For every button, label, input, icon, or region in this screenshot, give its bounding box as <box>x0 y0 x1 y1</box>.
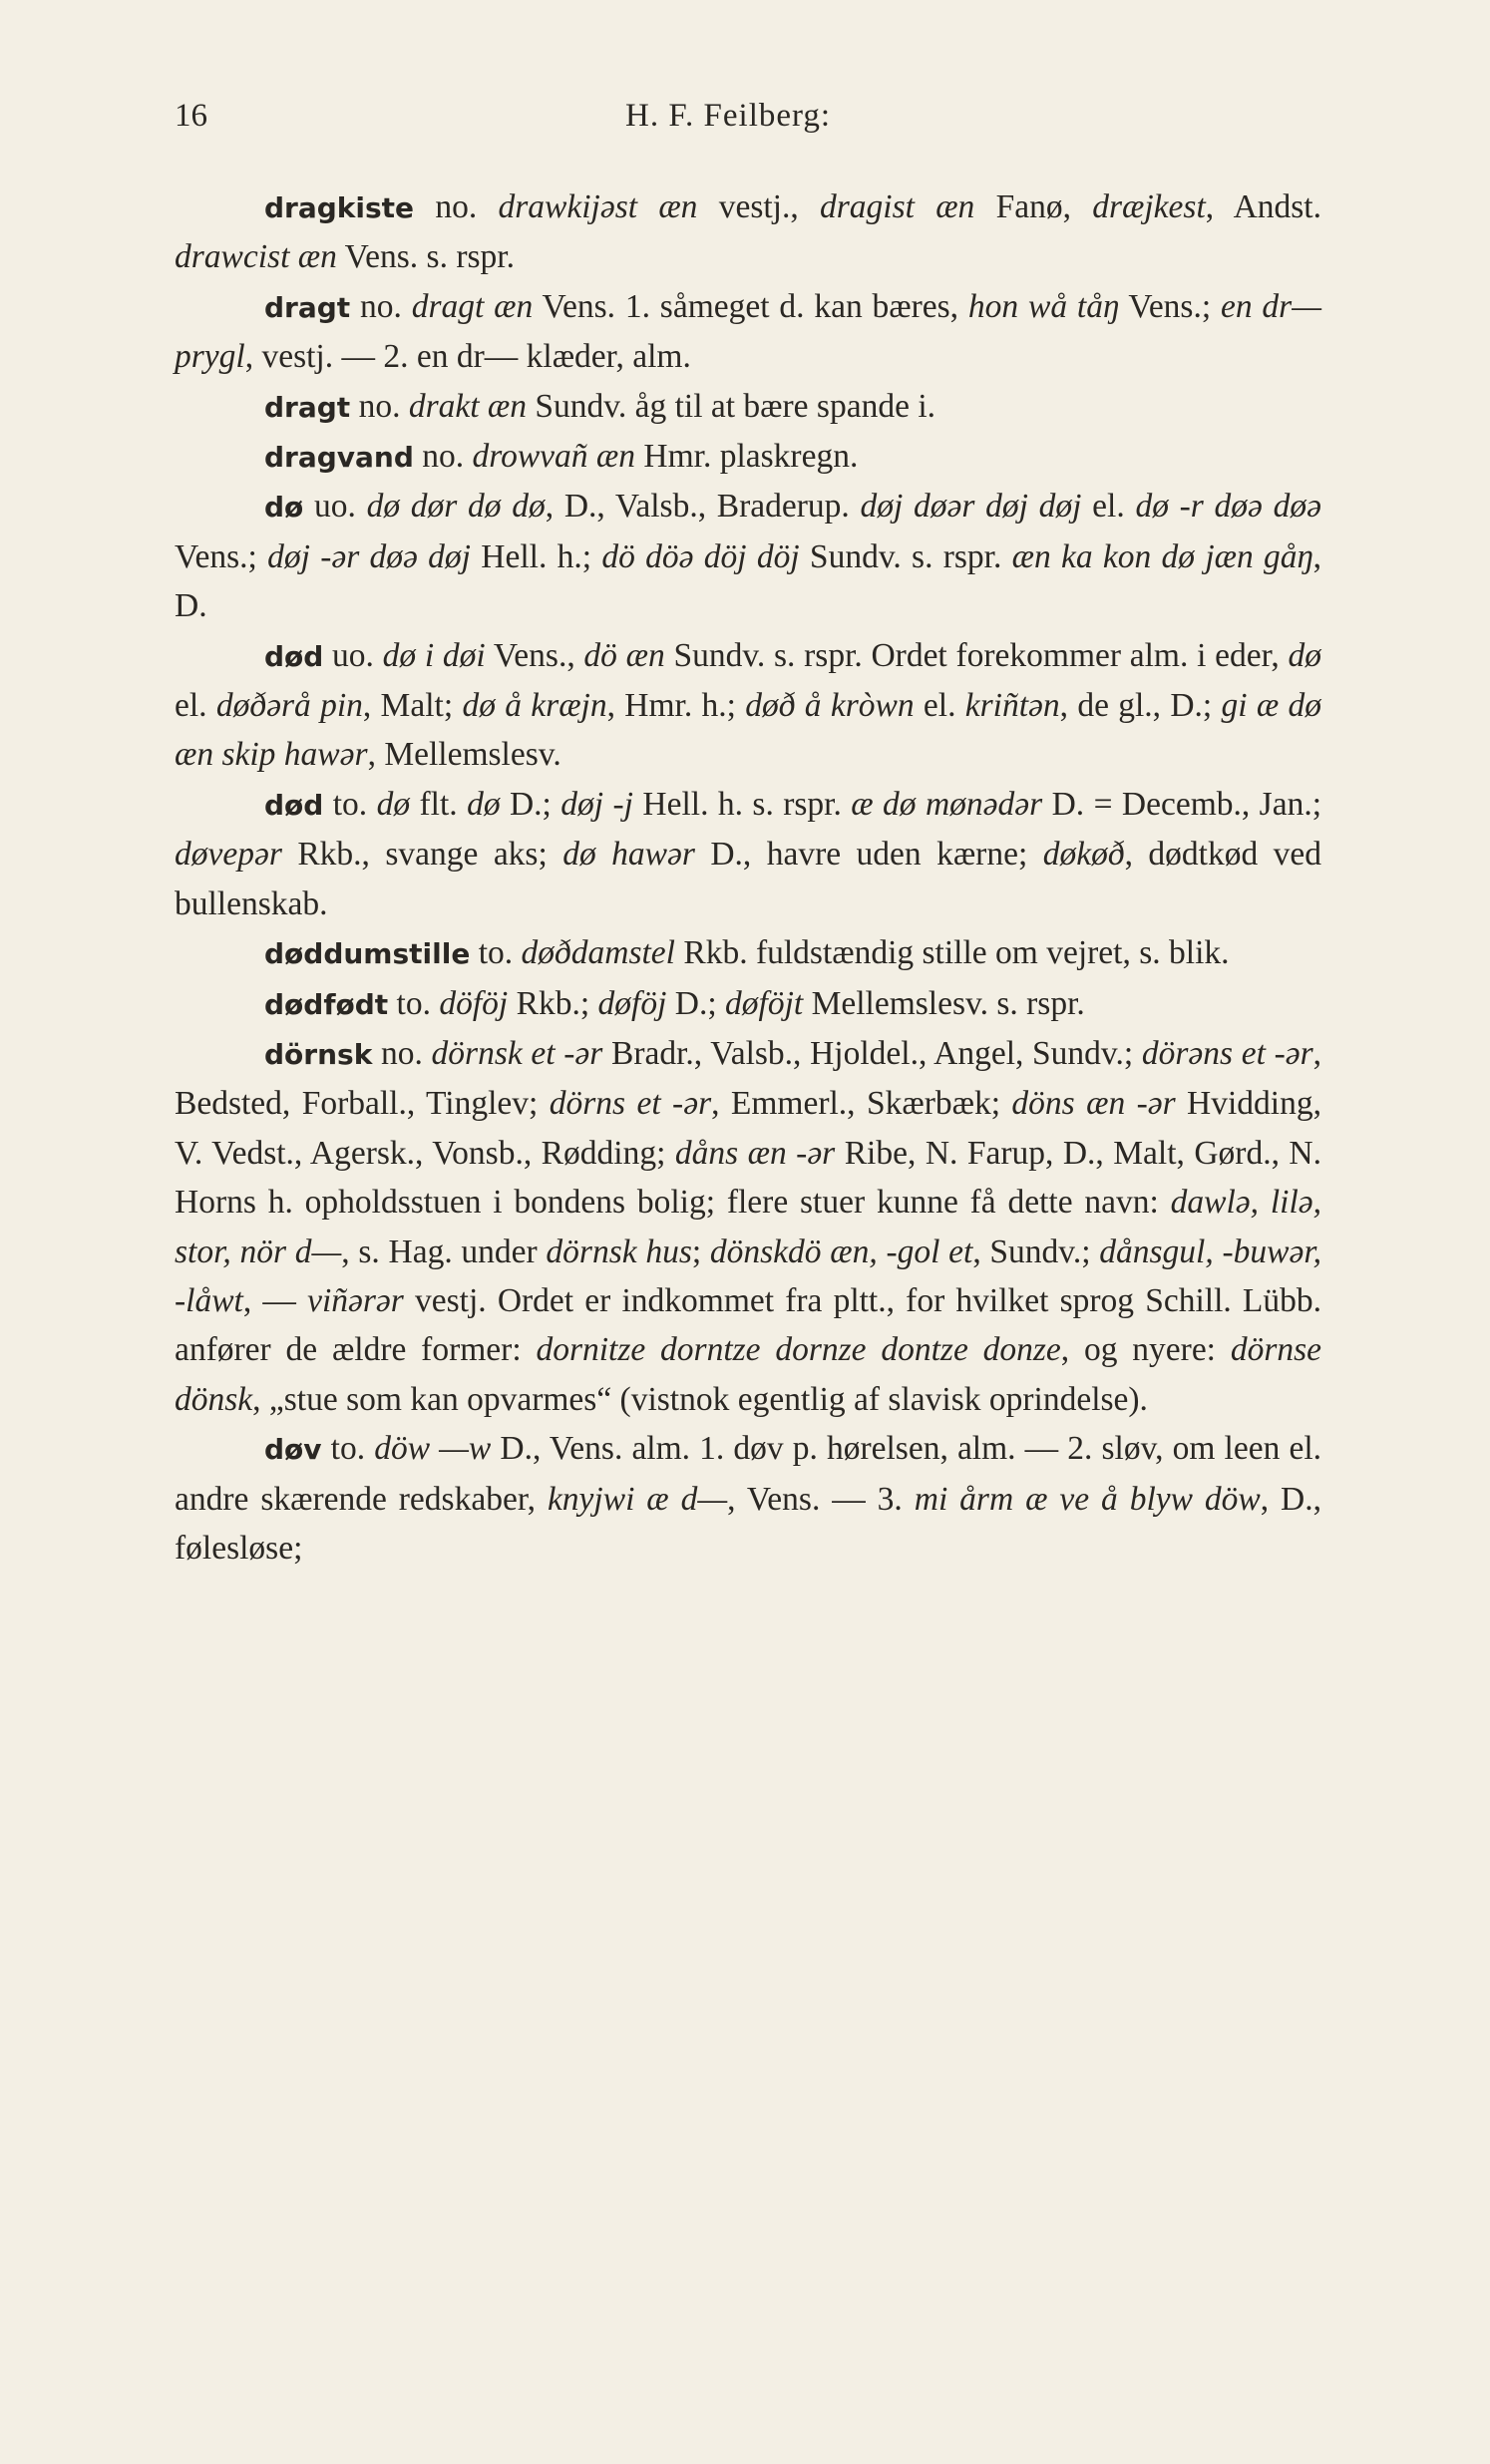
entry-dialect-form: en dr— prygl <box>175 287 1322 376</box>
entry-dialect-form: mi årm æ ve å blyw döw <box>914 1480 1261 1518</box>
entry-text: Sundv. s. rspr. Ordet forekommer alm. i eder, <box>664 636 1289 674</box>
entry-text: Vens.; <box>175 537 268 575</box>
entry-text: vestj., <box>697 188 820 225</box>
entry-text: , vestj. — 2. en dr— klæder, alm. <box>244 338 691 376</box>
entry-text: D. = Decemb., Jan.; <box>1042 785 1322 823</box>
entry-text: no. <box>350 387 409 425</box>
entry-text: to. <box>388 984 440 1022</box>
entry-text: Mellemslesv. s. rspr. <box>803 984 1085 1022</box>
entry-text: no. <box>413 438 473 476</box>
entry-dialect-form: hon wå tåŋ <box>967 287 1120 325</box>
entry-text: , de gl., D.; <box>1059 687 1222 725</box>
entry-text: D.; <box>666 984 726 1022</box>
page-number: 16 <box>175 98 207 134</box>
running-head: H. F. Feilberg: <box>625 98 832 134</box>
entry-dialect-form: drawkijəst æn <box>498 188 698 225</box>
entry-dialect-form: döw —w <box>374 1430 492 1468</box>
dictionary-entry <box>175 182 1321 282</box>
dictionary-entry <box>175 282 1321 382</box>
entry-text: el. <box>1081 488 1136 526</box>
entry-headword: død <box>264 788 324 822</box>
entry-headword: dragvand <box>264 441 414 475</box>
entry-dialect-form: dragt æn <box>411 287 534 325</box>
entry-dialect-form: døvepər <box>175 836 282 874</box>
entry-dialect-form: dø <box>1288 636 1321 674</box>
dictionary-entry <box>175 482 1321 630</box>
entry-text: Rkb., svange aks; <box>281 836 563 874</box>
entry-dialect-form: döföj <box>439 984 509 1022</box>
entry-dialect-form: dö döə döj döj <box>601 537 800 575</box>
entry-text: , dødtkød ved bullenskab. <box>175 836 1321 922</box>
entry-dialect-form: drakt æn <box>408 387 527 425</box>
entry-text: to. <box>323 785 377 823</box>
entry-text: D.; <box>500 785 561 823</box>
entry-text: el. <box>914 687 965 725</box>
entry-text: , Emmerl., Skærbæk; <box>711 1085 1012 1123</box>
entry-dialect-form: döns æn -ər <box>1011 1085 1176 1123</box>
entry-dialect-form: dö æn <box>583 636 665 674</box>
entry-dialect-form: dornitze dorntze dornze dontze donze <box>536 1331 1061 1369</box>
entry-dialect-form: døföj <box>597 984 667 1022</box>
entry-dialect-form: kriñtən <box>964 687 1060 725</box>
entry-text: Fanø, <box>974 188 1093 225</box>
entry-text: Rkb. fuldstændig stille om vejret, s. blik. <box>674 934 1230 972</box>
entry-dialect-form: dörnsk et -ər <box>431 1034 603 1072</box>
entry-text: Vens. s. rspr. <box>336 238 515 276</box>
entry-text: no. <box>350 287 412 325</box>
dictionary-entry <box>175 780 1321 928</box>
entry-text: , — <box>242 1281 308 1319</box>
entry-text: Hell. h.; <box>471 537 602 575</box>
entry-dialect-form: døkøð <box>1042 836 1125 874</box>
entry-dialect-form: døj -ər døə døj <box>267 537 471 575</box>
entry-text: D., havre uden kærne; <box>694 836 1043 874</box>
entry-headword: dörnsk <box>264 1037 373 1071</box>
entry-dialect-form: drawcist æn <box>175 238 337 276</box>
entry-text: Bradr., Valsb., Hjoldel., Angel, Sundv.; <box>602 1034 1142 1072</box>
entry-text: no. <box>372 1034 432 1072</box>
entry-dialect-form: gi æ dø æn skip hawər <box>175 687 1322 774</box>
page-header <box>175 98 1321 148</box>
entry-dialect-form: drowvañ æn <box>472 438 636 476</box>
entry-text: to. <box>321 1430 375 1468</box>
entry-text: Vens.; <box>1119 287 1221 325</box>
dictionary-entry <box>175 1029 1321 1424</box>
entry-dialect-form: døj døər døj døj <box>860 488 1082 526</box>
entry-dialect-form: dönskdö æn, -gol et <box>709 1232 973 1270</box>
dictionary-column <box>175 182 1321 1573</box>
entry-text: el. <box>175 687 216 725</box>
entry-dialect-form: dörnse dönsk <box>175 1331 1322 1418</box>
entry-text: , Andst. <box>1205 188 1321 225</box>
entry-text: Vens., <box>485 636 584 674</box>
entry-text: Sundv. åg til at bære spande i. <box>527 387 935 425</box>
entry-text: ; <box>691 1232 710 1270</box>
entry-headword: dø <box>264 491 304 525</box>
entry-text: Hvidding, V. Vedst., Agersk., Vonsb., Rødding; <box>175 1085 1321 1172</box>
entry-dialect-form: dø dør dø dø <box>366 488 546 526</box>
dictionary-entry <box>175 928 1321 978</box>
entry-headword: døv <box>264 1433 322 1467</box>
entry-dialect-form: døðərå pin <box>215 687 363 725</box>
entry-dialect-form: døðdamstel <box>521 934 675 972</box>
entry-headword: død <box>264 639 324 673</box>
entry-dialect-form: døföjt <box>725 984 804 1022</box>
entry-text: , „stue som kan opvarmes“ (vistnok egentlig af slavisk oprindelse). <box>252 1380 1148 1418</box>
entry-text: to. <box>470 934 522 972</box>
dictionary-entry <box>175 382 1321 432</box>
entry-text: no. <box>414 188 499 225</box>
entry-headword: dragt <box>264 390 351 424</box>
entry-text: , D. <box>175 537 1322 625</box>
entry-dialect-form: knyjwi æ d— <box>547 1480 728 1518</box>
entry-text: , s. Hag. under <box>341 1232 547 1270</box>
entry-text: , og nyere: <box>1060 1331 1231 1369</box>
entry-dialect-form: dø i døi <box>382 636 486 674</box>
entry-headword: dragkiste <box>264 191 415 224</box>
entry-dialect-form: dø <box>376 785 411 823</box>
entry-text: Ribe, N. Farup, D., Malt, Gørd., N. Horns h. opholdsstuen i bondens bolig; flere stuer kunne få dette navn: <box>175 1134 1321 1222</box>
entry-dialect-form: dø å kræjn <box>462 687 607 725</box>
dictionary-entry <box>175 631 1321 780</box>
entry-text: , Sundv.; <box>972 1232 1100 1270</box>
entry-text: , Mellemslesv. <box>367 736 561 774</box>
entry-text: Sundv. s. rspr. <box>799 537 1012 575</box>
entry-text: Vens. 1. såmeget d. kan bæres, <box>533 287 968 325</box>
entry-text: , D., følesløse; <box>175 1480 1321 1567</box>
entry-text: vestj. Ordet er indkommet fra pltt., for hvilket sprog Schill. Lübb. anfører de ældre former: <box>175 1281 1322 1369</box>
entry-text: Hell. h. s. rspr. <box>632 785 852 823</box>
entry-text: uo. <box>303 488 367 526</box>
entry-dialect-form: dø <box>467 785 501 823</box>
entry-dialect-form: dawlə, lilə, stor, nör d— <box>175 1184 1322 1270</box>
entry-dialect-form: dåns æn -ər <box>674 1134 836 1172</box>
entry-text: , D., Valsb., Braderup. <box>545 488 861 526</box>
entry-dialect-form: dörnsk hus <box>546 1232 692 1270</box>
entry-dialect-form: døj -j <box>560 785 633 823</box>
dictionary-entry <box>175 979 1321 1029</box>
entry-text: , Bedsted, Forball., Tinglev; <box>175 1034 1322 1123</box>
entry-dialect-form: døð å kròwn <box>745 687 915 725</box>
entry-dialect-form: æ dø mønədər <box>851 785 1043 823</box>
entry-dialect-form: dræjkest <box>1092 188 1206 225</box>
entry-dialect-form: dörns et -ər <box>549 1085 712 1123</box>
entry-text: uo. <box>323 636 383 674</box>
entry-headword: dødfødt <box>264 987 389 1021</box>
entry-dialect-form: æn ka kon dø jæn gåŋ <box>1011 537 1313 575</box>
entry-dialect-form: dø hawər <box>562 836 695 874</box>
entry-dialect-form: viñərər <box>307 1281 404 1319</box>
entry-text: , Malt; <box>362 687 463 725</box>
entry-text: Rkb.; <box>508 984 598 1022</box>
entry-headword: dragt <box>264 290 351 324</box>
entry-dialect-form: dörəns et -ər <box>1141 1034 1313 1072</box>
entry-dialect-form: dragist æn <box>820 188 975 225</box>
entry-dialect-form: dånsgul, -buwər, -låwt <box>175 1232 1322 1319</box>
dictionary-entry <box>175 432 1321 482</box>
entry-text: , Vens. — 3. <box>727 1480 915 1518</box>
entry-headword: døddumstille <box>264 937 471 971</box>
dictionary-entry <box>175 1424 1321 1573</box>
entry-text: , Hmr. h.; <box>606 687 746 725</box>
entry-text: flt. <box>410 785 468 823</box>
entry-text: Hmr. plaskregn. <box>635 438 859 476</box>
entry-dialect-form: dø -r døə døə <box>1135 488 1321 526</box>
entry-text: D., Vens. alm. 1. døv p. hørelsen, alm. — 2. sløv, om leen el. andre skærende redskaber, <box>175 1430 1321 1518</box>
